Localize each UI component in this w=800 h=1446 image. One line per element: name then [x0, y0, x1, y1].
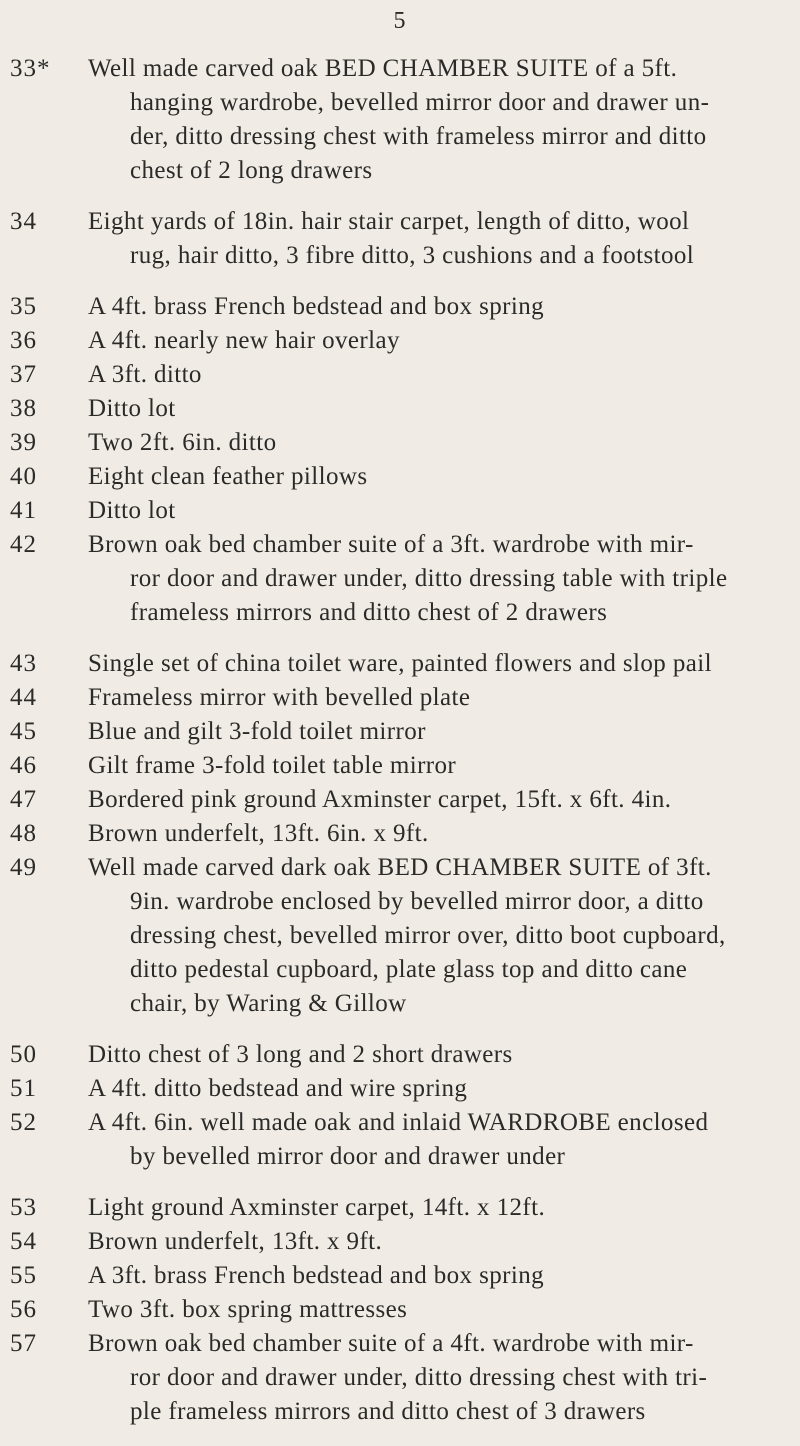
lot-number: 37 — [10, 361, 37, 388]
lot-description-line: chair, by Waring & Gillow — [130, 990, 407, 1017]
lot-description — [88, 1293, 782, 1327]
lot-entry — [0, 494, 800, 528]
lot-description-line: Gilt frame 3-fold toilet table mirror — [88, 752, 457, 779]
lot-entry — [0, 1225, 800, 1259]
lot-description-line: der, ditto dressing chest with frameless mirror and ditto — [130, 123, 707, 150]
lot-description-line: A 4ft. ditto bedstead and wire spring — [88, 1075, 468, 1102]
lot-number: 52 — [10, 1109, 37, 1136]
lot-description-line: chest of 2 long drawers — [130, 157, 373, 184]
lot-number: 49 — [10, 854, 37, 881]
lot-number: 55 — [10, 1262, 37, 1289]
spacer — [0, 1174, 800, 1191]
lot-number: 34 — [10, 208, 37, 235]
lot-description — [88, 783, 782, 817]
lot-description-line: ple frameless mirrors and ditto chest of 3 drawers — [130, 1398, 646, 1425]
lot-description-line: Well made carved dark oak BED CHAMBER SUITE of 3ft. — [88, 854, 712, 881]
lot-description-line: A 4ft. brass French bedstead and box spring — [88, 293, 545, 320]
page-number: 5 — [393, 8, 407, 34]
lot-number: 42 — [10, 531, 37, 558]
lot-number: 40 — [10, 463, 37, 490]
lot-number: 35 — [10, 293, 37, 320]
lot-number: 45 — [10, 718, 37, 745]
lot-number: 48 — [10, 820, 37, 847]
lot-description — [88, 715, 782, 749]
lot-entry — [0, 715, 800, 749]
lot-entry — [0, 1072, 800, 1106]
lot-description — [88, 494, 782, 528]
lot-description-line: Ditto chest of 3 long and 2 short drawers — [88, 1041, 513, 1068]
lot-number: 46 — [10, 752, 37, 779]
lot-description — [88, 1259, 782, 1293]
lot-description — [88, 290, 782, 324]
lot-number: 50 — [10, 1041, 37, 1068]
lot-number: 56 — [10, 1296, 37, 1323]
lot-description-line: dressing chest, bevelled mirror over, ditto boot cupboard, — [130, 922, 726, 949]
lot-number: 51 — [10, 1075, 37, 1102]
lot-description-line: 9in. wardrobe enclosed by bevelled mirror door, a ditto — [130, 888, 704, 915]
lot-description-line: Brown oak bed chamber suite of a 4ft. wardrobe with mir- — [88, 1330, 694, 1357]
spacer — [0, 1021, 800, 1038]
lot-description-line: Brown oak bed chamber suite of a 3ft. wardrobe with mir- — [88, 531, 694, 558]
lot-number: 41 — [10, 497, 37, 524]
lot-description — [88, 426, 782, 460]
lot-number: 36 — [10, 327, 37, 354]
spacer — [0, 1429, 800, 1446]
lot-description-line: ditto pedestal cupboard, plate glass top and ditto cane — [130, 956, 688, 983]
lot-entry — [0, 52, 800, 188]
lot-description-line: Brown underfelt, 13ft. 6in. x 9ft. — [88, 820, 429, 847]
lot-description-line: ror door and drawer under, ditto dressing table with triple — [130, 565, 728, 592]
lot-description — [88, 1072, 782, 1106]
lot-entry — [0, 851, 800, 1021]
lot-number: 38 — [10, 395, 37, 422]
lot-number: 44 — [10, 684, 37, 711]
lot-number: 47 — [10, 786, 37, 813]
lot-description-line: ror door and drawer under, ditto dressing chest with tri- — [130, 1364, 708, 1391]
lot-number: 43 — [10, 650, 37, 677]
lot-description — [88, 1106, 782, 1174]
lot-number: 39 — [10, 429, 37, 456]
lot-number: 33* — [10, 55, 51, 82]
lot-description — [88, 1327, 782, 1429]
lot-entry — [0, 358, 800, 392]
lot-description-line: Bordered pink ground Axminster carpet, 15ft. x 6ft. 4in. — [88, 786, 672, 813]
lot-description — [88, 358, 782, 392]
lot-description — [88, 460, 782, 494]
lot-description-line: Blue and gilt 3-fold toilet mirror — [88, 718, 426, 745]
lot-description-line: A 3ft. ditto — [88, 361, 202, 388]
lot-number: 57 — [10, 1330, 37, 1357]
lot-entry — [0, 1038, 800, 1072]
lot-entry — [0, 1106, 800, 1174]
lot-entry — [0, 392, 800, 426]
lot-description-line: A 4ft. nearly new hair overlay — [88, 327, 400, 354]
lot-description — [88, 324, 782, 358]
lot-description — [88, 817, 782, 851]
lot-number: 53 — [10, 1194, 37, 1221]
lot-entry — [0, 290, 800, 324]
lot-entry — [0, 1259, 800, 1293]
lot-entry — [0, 749, 800, 783]
lot-entry — [0, 1191, 800, 1225]
lot-description-line: Ditto lot — [88, 395, 176, 422]
lot-description-line: Two 2ft. 6in. ditto — [88, 429, 277, 456]
lot-entry — [0, 205, 800, 273]
lot-entry — [0, 647, 800, 681]
lot-description-line: Frameless mirror with bevelled plate — [88, 684, 471, 711]
lot-description-line: A 3ft. brass French bedstead and box spring — [88, 1262, 545, 1289]
lot-entry — [0, 1327, 800, 1429]
lot-description-line: Eight yards of 18in. hair stair carpet, length of ditto, wool — [88, 208, 690, 235]
lot-number: 54 — [10, 1228, 37, 1255]
lot-description-line: Single set of china toilet ware, painted flowers and slop pail — [88, 650, 712, 677]
spacer — [0, 273, 800, 290]
lot-description-line: Eight clean feather pillows — [88, 463, 368, 490]
lot-description — [88, 1038, 782, 1072]
lot-description-line: by bevelled mirror door and drawer under — [130, 1143, 566, 1170]
lot-entry — [0, 426, 800, 460]
lot-description — [88, 851, 782, 1021]
lot-description — [88, 528, 782, 630]
lot-entry — [0, 1293, 800, 1327]
lot-description-line: hanging wardrobe, bevelled mirror door and drawer un- — [130, 89, 710, 116]
lot-description-line: rug, hair ditto, 3 fibre ditto, 3 cushions and a footstool — [130, 242, 695, 269]
lot-description — [88, 647, 782, 681]
lot-description — [88, 205, 782, 273]
lot-description — [88, 1191, 782, 1225]
lot-entry — [0, 817, 800, 851]
lot-entry — [0, 324, 800, 358]
lot-description — [88, 392, 782, 426]
lot-description-line: frameless mirrors and ditto chest of 2 drawers — [130, 599, 608, 626]
lot-description — [88, 1225, 782, 1259]
lot-entry — [0, 528, 800, 630]
lot-description — [88, 52, 782, 188]
lot-description-line: A 4ft. 6in. well made oak and inlaid WARDROBE enclosed — [88, 1109, 709, 1136]
spacer — [0, 630, 800, 647]
lot-entry — [0, 681, 800, 715]
lot-description-line: Brown underfelt, 13ft. x 9ft. — [88, 1228, 383, 1255]
lot-description-line: Light ground Axminster carpet, 14ft. x 12ft. — [88, 1194, 546, 1221]
spacer — [0, 188, 800, 205]
lot-entry — [0, 783, 800, 817]
lot-description — [88, 681, 782, 715]
lot-description-line: Two 3ft. box spring mattresses — [88, 1296, 408, 1323]
lot-entry — [0, 460, 800, 494]
lot-description-line: Ditto lot — [88, 497, 176, 524]
lot-description — [88, 749, 782, 783]
lot-list — [0, 52, 800, 1446]
lot-description-line: Well made carved oak BED CHAMBER SUITE of a 5ft. — [88, 55, 678, 82]
